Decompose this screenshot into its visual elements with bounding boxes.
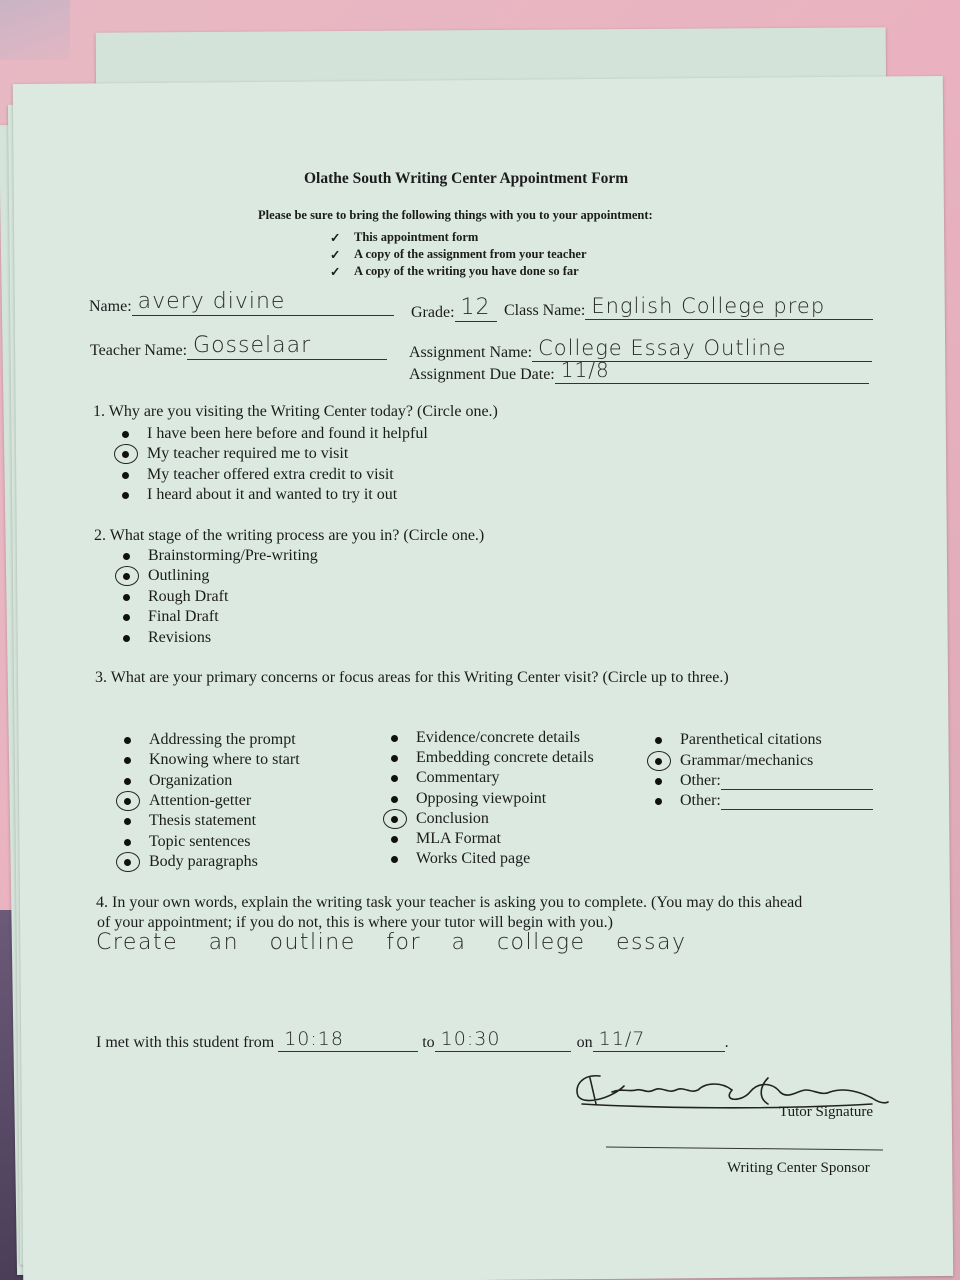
assignment-name-value: College Essay Outline (538, 336, 787, 360)
class-name-field[interactable] (504, 294, 873, 320)
bullet-icon (124, 839, 131, 846)
q3-option-selected[interactable]: Body paragraphs (124, 853, 258, 871)
q3-option[interactable]: Evidence/concrete details (391, 729, 580, 747)
q3-option[interactable]: MLA Format (391, 830, 501, 848)
grade-label: Grade: (411, 304, 455, 321)
circled-bullet-icon (655, 758, 662, 765)
meeting-from-label: I met with this student from (96, 1034, 275, 1051)
assignment-name-field[interactable] (409, 336, 872, 362)
meeting-time-row: I met with this student from 10:18 to 10:30 on 11/7 . (96, 1028, 729, 1051)
check-icon: ✓ (330, 265, 341, 279)
bullet-icon (391, 836, 398, 843)
bring-list (330, 230, 587, 281)
q3-option-other[interactable]: Other: (655, 792, 873, 810)
q2-option[interactable]: Rough Draft (123, 588, 228, 606)
question-4-line-1: 4. In your own words, explain the writing task your teacher is asking you to complete. (You may do this ahead (96, 894, 803, 911)
class-name-label: Class Name: (504, 302, 586, 319)
bullet-icon (123, 594, 130, 601)
teacher-name-field[interactable] (90, 333, 387, 360)
bullet-icon (123, 614, 130, 621)
bullet-icon (391, 775, 398, 782)
meeting-to-label: to (422, 1034, 435, 1051)
q3-option-selected[interactable]: Conclusion (391, 810, 489, 828)
bring-item: ✓ A copy of the assignment from your teacher (330, 247, 587, 262)
q2-option[interactable]: Final Draft (123, 608, 219, 626)
question-4-answer[interactable]: Create an outline for a college essay (96, 930, 687, 955)
bullet-icon (391, 796, 398, 803)
other-input-line[interactable] (721, 792, 873, 810)
q1-option[interactable]: I have been here before and found it helpful (122, 425, 428, 443)
q3-option[interactable]: Commentary (391, 769, 500, 787)
form-title: Olathe South Writing Center Appointment Form (304, 170, 629, 187)
check-icon: ✓ (330, 231, 341, 245)
bullet-icon (391, 856, 398, 863)
circled-bullet-icon (124, 859, 131, 866)
q3-option-selected[interactable]: Attention-getter (124, 792, 251, 810)
bullet-icon (655, 737, 662, 744)
bullet-icon (391, 755, 398, 762)
q3-option[interactable]: Parenthetical citations (655, 731, 822, 749)
name-field[interactable] (89, 289, 394, 316)
q3-option[interactable]: Addressing the prompt (124, 731, 296, 749)
other-input-line[interactable] (721, 772, 873, 790)
assignment-name-label: Assignment Name: (409, 344, 533, 361)
grade-field[interactable] (411, 295, 497, 322)
question-1: 1. Why are you visiting the Writing Center today? (Circle one.) (93, 403, 498, 420)
bullet-icon (123, 635, 130, 642)
q1-option-selected[interactable]: My teacher required me to visit (122, 445, 348, 463)
name-label: Name: (89, 298, 132, 315)
meeting-to-field[interactable]: 10:30 (435, 1030, 571, 1052)
bullet-icon (123, 553, 130, 560)
q3-option[interactable]: Works Cited page (391, 850, 530, 868)
class-name-value: English College prep (591, 294, 826, 318)
bullet-icon (122, 431, 129, 438)
bring-item: ✓ This appointment form (330, 230, 479, 245)
bullet-icon (124, 757, 131, 764)
q3-option[interactable]: Thesis statement (124, 812, 256, 830)
question-3: 3. What are your primary concerns or focus areas for this Writing Center visit? (Circle up to three.) (95, 669, 729, 686)
meeting-date-field[interactable]: 11/7 (593, 1030, 725, 1052)
meeting-on-label: on (576, 1034, 593, 1051)
bring-heading: Please be sure to bring the following things with you to your appointment: (258, 208, 653, 222)
bullet-icon (655, 798, 662, 805)
sponsor-signature-label: Writing Center Sponsor (727, 1160, 870, 1176)
name-value: avery divine (137, 289, 286, 314)
bullet-icon (122, 492, 129, 499)
q2-option[interactable]: Revisions (123, 629, 211, 647)
q3-option[interactable]: Embedding concrete details (391, 749, 594, 767)
bring-item: ✓ A copy of the writing you have done so far (330, 264, 579, 279)
q3-option[interactable]: Topic sentences (124, 833, 251, 851)
question-4-line-2: of your appointment; if you do not, this is where your tutor will begin with you.) (97, 914, 613, 931)
q3-option-other[interactable]: Other: (655, 772, 873, 790)
due-date-value: 11/8 (560, 358, 610, 382)
circled-bullet-icon (123, 573, 130, 580)
teacher-name-label: Teacher Name: (90, 342, 188, 359)
bullet-icon (122, 472, 129, 479)
q3-option[interactable]: Knowing where to start (124, 751, 300, 769)
tutor-signature-label: Tutor Signature (779, 1104, 874, 1120)
q1-option[interactable]: My teacher offered extra credit to visit (122, 466, 394, 484)
circled-bullet-icon (124, 798, 131, 805)
q3-option-selected[interactable]: Grammar/mechanics (655, 752, 813, 770)
due-date-label: Assignment Due Date: (409, 366, 555, 383)
q2-option-selected[interactable]: Outlining (123, 567, 209, 585)
check-icon: ✓ (330, 248, 341, 262)
grade-value: 12 (460, 295, 491, 320)
q3-option[interactable]: Organization (124, 772, 232, 790)
circled-bullet-icon (391, 816, 398, 823)
bullet-icon (124, 778, 131, 785)
bullet-icon (391, 735, 398, 742)
due-date-field[interactable] (409, 358, 869, 384)
q1-option[interactable]: I heard about it and wanted to try it out (122, 486, 397, 504)
meeting-from-field[interactable]: 10:18 (278, 1030, 418, 1052)
q2-option[interactable]: Brainstorming/Pre-writing (123, 547, 318, 565)
circled-bullet-icon (122, 451, 129, 458)
bullet-icon (655, 778, 662, 785)
bullet-icon (124, 818, 131, 825)
question-2: 2. What stage of the writing process are you in? (Circle one.) (94, 527, 485, 544)
teacher-name-value: Gosselaar (193, 333, 312, 358)
q3-option[interactable]: Opposing viewpoint (391, 790, 546, 808)
desk-background (0, 0, 70, 60)
bullet-icon (124, 737, 131, 744)
